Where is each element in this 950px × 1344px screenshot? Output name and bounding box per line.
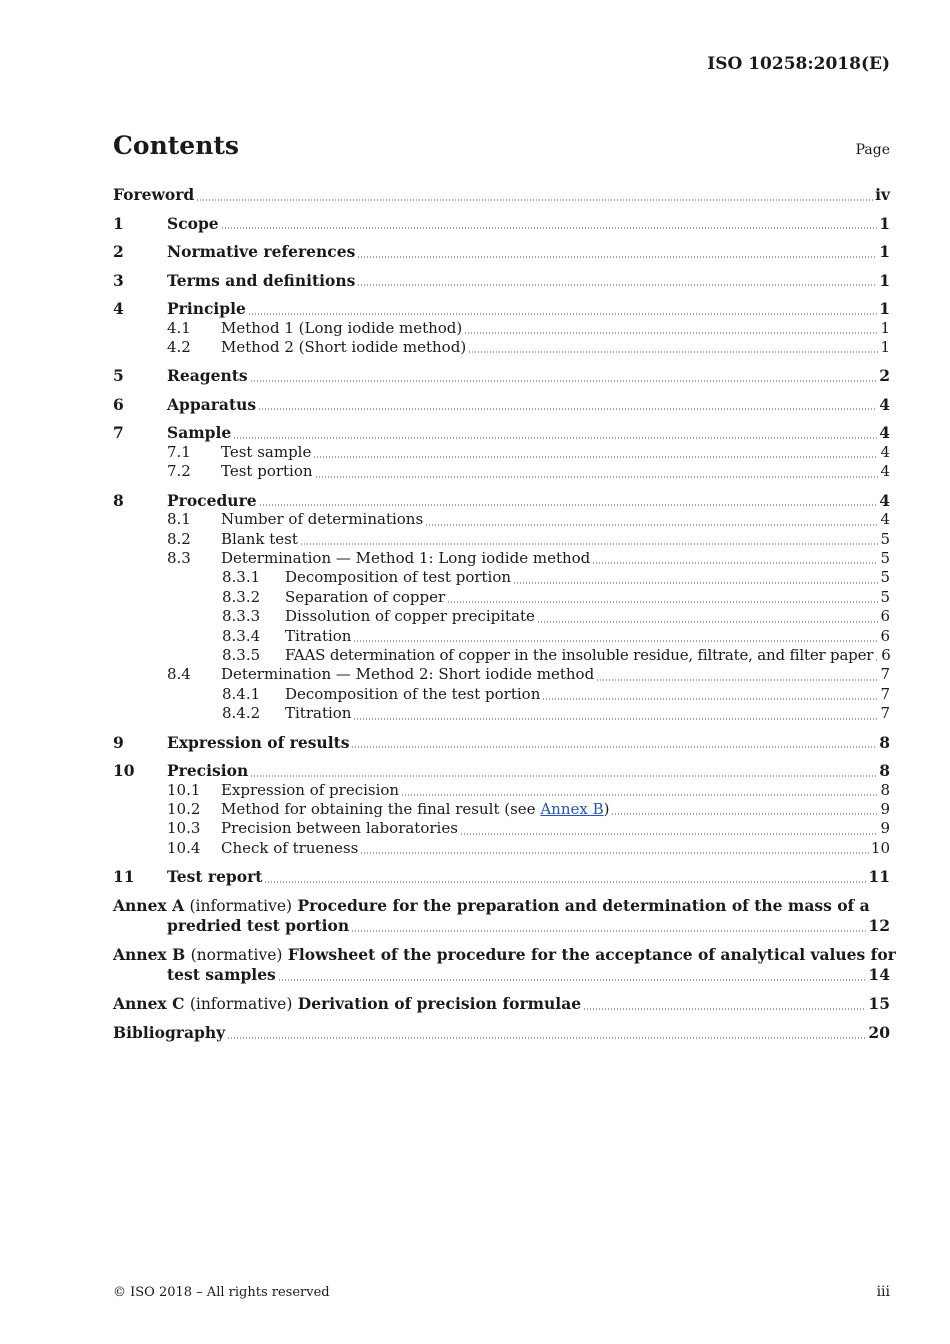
toc-title: Check of trueness bbox=[221, 838, 359, 857]
toc-entry-1[interactable] bbox=[113, 214, 890, 234]
annex-type: (informative) bbox=[189, 896, 293, 915]
annex-title-end: test samples bbox=[167, 965, 276, 985]
toc-page: 5 bbox=[880, 529, 890, 548]
dot-leader bbox=[592, 562, 878, 564]
contents-heading: Contents bbox=[113, 131, 240, 160]
toc-page: 1 bbox=[879, 213, 890, 233]
toc-page: 8 bbox=[880, 780, 890, 799]
dot-leader bbox=[313, 456, 878, 458]
dot-leader bbox=[425, 524, 878, 526]
toc-number: 8.2 bbox=[167, 529, 191, 548]
toc-entry-4[interactable] bbox=[113, 299, 890, 319]
toc-page: 15 bbox=[868, 993, 890, 1013]
toc-number: 8.3.3 bbox=[222, 607, 261, 626]
toc-entry-8-4-2[interactable] bbox=[113, 704, 890, 723]
toc-page: 5 bbox=[880, 548, 890, 567]
toc-page: 6 bbox=[880, 607, 890, 626]
dot-leader bbox=[464, 332, 878, 334]
toc-number: 9 bbox=[113, 732, 124, 752]
annex-title: Derivation of precision formulae bbox=[297, 993, 582, 1013]
annex-title-continuation bbox=[113, 916, 890, 935]
toc-entry-3[interactable] bbox=[113, 271, 890, 291]
dot-leader bbox=[315, 476, 879, 478]
toc-entry-9[interactable] bbox=[113, 733, 890, 753]
dot-leader bbox=[353, 640, 878, 642]
toc-entry-bibliography[interactable] bbox=[113, 1023, 890, 1043]
page-column-label: Page bbox=[855, 142, 890, 158]
toc-page: 4 bbox=[880, 442, 890, 461]
toc-entry-10-1[interactable] bbox=[113, 781, 890, 800]
toc-number: 5 bbox=[113, 366, 124, 386]
toc-entry-10-2[interactable] bbox=[113, 800, 890, 819]
toc-entry-8-4-1[interactable] bbox=[113, 685, 890, 704]
toc-title: Decomposition of test portion bbox=[285, 568, 512, 587]
toc-number: 7.2 bbox=[167, 462, 191, 481]
toc-page: 8 bbox=[879, 732, 890, 752]
toc-number: 4.2 bbox=[167, 337, 191, 356]
toc-entry-annex-b[interactable] bbox=[113, 944, 896, 985]
toc-title: Separation of copper bbox=[285, 587, 446, 606]
page-number: iii bbox=[876, 1284, 890, 1300]
dot-leader bbox=[401, 794, 878, 796]
toc-title: Decomposition of the test portion bbox=[285, 684, 541, 703]
toc-page: 1 bbox=[879, 270, 890, 290]
toc-number: 10.1 bbox=[167, 780, 201, 799]
toc-page: 14 bbox=[868, 965, 890, 985]
toc-number: 8.3.4 bbox=[222, 626, 261, 645]
dot-leader bbox=[351, 746, 877, 748]
toc-number: 10.3 bbox=[167, 819, 201, 838]
toc-page: iv bbox=[875, 185, 890, 204]
toc-title: Determination — Method 2: Short iodide method bbox=[221, 665, 595, 684]
dot-leader bbox=[542, 698, 878, 700]
dot-leader bbox=[196, 199, 873, 201]
annex-type: (normative) bbox=[190, 945, 283, 964]
toc-page: 2 bbox=[879, 366, 890, 386]
toc-page: 6 bbox=[880, 626, 890, 645]
toc-number: 8.3 bbox=[167, 548, 191, 567]
toc-title-text-end: ) bbox=[603, 800, 610, 818]
toc-page: 1 bbox=[880, 337, 890, 356]
dot-leader bbox=[353, 718, 878, 720]
toc-title: Test report bbox=[167, 867, 263, 887]
toc-page: 4 bbox=[880, 462, 890, 481]
toc-page: 12 bbox=[868, 916, 890, 936]
toc-number: 8.3.2 bbox=[222, 587, 261, 606]
toc-number: 8.4.1 bbox=[222, 684, 261, 703]
toc-title: Titration bbox=[285, 704, 352, 723]
toc-entry-8-4[interactable] bbox=[113, 665, 890, 684]
toc-page: 4 bbox=[880, 510, 890, 529]
dot-leader bbox=[221, 227, 878, 229]
toc-number: 8.4.2 bbox=[222, 704, 261, 723]
toc-number: 10.4 bbox=[167, 838, 201, 857]
toc-entry-foreword[interactable] bbox=[113, 185, 890, 205]
dot-leader bbox=[248, 313, 877, 315]
dot-leader bbox=[447, 601, 878, 603]
toc-entry-8[interactable] bbox=[113, 491, 890, 511]
toc-title: Precision between laboratories bbox=[221, 819, 458, 838]
toc-title: Reagents bbox=[167, 366, 248, 386]
toc-title: Precision bbox=[167, 761, 249, 781]
toc-entry-7-2[interactable] bbox=[113, 462, 890, 481]
toc-title: Sample bbox=[167, 423, 232, 443]
table-of-contents bbox=[113, 185, 896, 1043]
toc-page: 10 bbox=[870, 838, 890, 857]
dot-leader bbox=[300, 543, 879, 545]
toc-number: 8.3.5 bbox=[222, 645, 261, 664]
toc-entry-6[interactable] bbox=[113, 395, 890, 415]
toc-page: 5 bbox=[880, 587, 890, 606]
toc-entry-8-3-4[interactable] bbox=[113, 627, 890, 646]
toc-page: 4 bbox=[879, 423, 890, 443]
toc-number: 4.1 bbox=[167, 318, 191, 337]
toc-entry-10-3[interactable] bbox=[113, 819, 890, 838]
toc-title: Test sample bbox=[221, 442, 312, 461]
toc-title: Method 1 (Long iodide method) bbox=[221, 318, 463, 337]
toc-page: 20 bbox=[868, 1023, 890, 1043]
toc-number: 10 bbox=[113, 761, 135, 781]
annex-title: Flowsheet of the procedure for the acceptance of analytical values for bbox=[287, 944, 896, 964]
toc-number: 1 bbox=[113, 213, 124, 233]
dot-leader bbox=[250, 775, 877, 777]
dot-leader bbox=[513, 582, 878, 584]
annex-heading-line bbox=[113, 994, 581, 1015]
dot-leader bbox=[468, 351, 878, 353]
dot-leader bbox=[583, 1008, 866, 1010]
toc-number: 6 bbox=[113, 394, 124, 414]
annex-type: (informative) bbox=[189, 994, 293, 1013]
toc-page: 1 bbox=[879, 242, 890, 261]
toc-title bbox=[221, 800, 609, 819]
toc-entry-10[interactable] bbox=[113, 761, 890, 781]
toc-page: 4 bbox=[879, 490, 890, 510]
toc-page: 9 bbox=[880, 819, 890, 838]
toc-title: Titration bbox=[285, 626, 352, 645]
toc-title: Procedure bbox=[167, 490, 257, 510]
toc-entry-10-4[interactable] bbox=[113, 839, 890, 858]
toc-number: 2 bbox=[113, 242, 124, 261]
toc-title: Test portion bbox=[221, 462, 313, 481]
toc-number: 4 bbox=[113, 299, 124, 318]
toc-title: Bibliography bbox=[113, 1023, 226, 1043]
toc-title: Expression of precision bbox=[221, 780, 400, 799]
annex-label: Annex A bbox=[113, 895, 185, 915]
toc-title: Dissolution of copper precipitate bbox=[285, 607, 535, 626]
annex-heading-line bbox=[113, 944, 896, 966]
toc-title: FAAS determination of copper in the insoluble residue, filtrate, and filter paper bbox=[285, 645, 874, 664]
annex-label: Annex C bbox=[113, 993, 185, 1013]
toc-title: Number of determinations bbox=[221, 510, 424, 529]
toc-page: 1 bbox=[879, 299, 890, 318]
toc-title-text: Method for obtaining the final result (see bbox=[221, 800, 541, 818]
toc-entry-8-3-5[interactable] bbox=[113, 646, 890, 665]
toc-title: Normative references bbox=[167, 242, 356, 261]
toc-entry-8-3-1[interactable] bbox=[113, 568, 890, 587]
toc-number: 11 bbox=[113, 867, 135, 887]
toc-title: Scope bbox=[167, 213, 219, 233]
dot-leader bbox=[259, 504, 878, 506]
toc-title: Expression of results bbox=[167, 732, 350, 752]
toc-title: Method 2 (Short iodide method) bbox=[221, 337, 467, 356]
dot-leader bbox=[611, 813, 878, 815]
toc-page: 9 bbox=[880, 800, 890, 818]
toc-entry-7-1[interactable] bbox=[113, 443, 890, 462]
document-id: ISO 10258:2018(E) bbox=[707, 54, 890, 74]
copyright-notice: © ISO 2018 – All rights reserved bbox=[113, 1285, 330, 1300]
toc-page: 6 bbox=[881, 645, 891, 664]
toc-number: 7.1 bbox=[167, 442, 191, 461]
toc-number: 8 bbox=[113, 490, 124, 510]
dot-leader bbox=[278, 979, 867, 981]
dot-leader bbox=[357, 284, 877, 286]
toc-number: 8.1 bbox=[167, 510, 191, 529]
toc-entry-4-1[interactable] bbox=[113, 319, 890, 338]
dot-leader bbox=[250, 380, 878, 382]
dot-leader bbox=[460, 833, 879, 835]
toc-entry-annex-c[interactable] bbox=[113, 994, 890, 1015]
toc-page: 4 bbox=[879, 394, 890, 414]
annex-title-end: predried test portion bbox=[167, 916, 350, 936]
annex-title-continuation bbox=[113, 965, 890, 984]
dot-leader bbox=[227, 1037, 866, 1039]
dot-leader bbox=[233, 437, 877, 439]
dot-leader bbox=[537, 621, 879, 623]
toc-entry-8-3[interactable] bbox=[113, 549, 890, 568]
toc-entry-8-3-3[interactable] bbox=[113, 607, 890, 626]
toc-title: Foreword bbox=[113, 185, 195, 204]
toc-number: 3 bbox=[113, 270, 124, 290]
dot-leader bbox=[351, 930, 866, 932]
toc-entry-8-2[interactable] bbox=[113, 530, 890, 549]
toc-page: 8 bbox=[879, 761, 890, 781]
toc-entry-11[interactable] bbox=[113, 867, 890, 887]
annex-heading-line bbox=[113, 896, 890, 917]
dot-leader bbox=[596, 679, 878, 681]
toc-number: 8.4 bbox=[167, 665, 191, 684]
toc-number: 7 bbox=[113, 423, 124, 443]
toc-title: Terms and definitions bbox=[167, 270, 356, 290]
toc-title: Blank test bbox=[221, 529, 298, 548]
dot-leader bbox=[357, 256, 877, 258]
annex-title: Procedure for the preparation and determination of the mass of a bbox=[297, 895, 870, 915]
toc-entry-4-2[interactable] bbox=[113, 338, 890, 357]
toc-page: 1 bbox=[880, 318, 890, 337]
dot-leader bbox=[875, 659, 879, 661]
toc-page: 5 bbox=[880, 568, 890, 587]
toc-page: 7 bbox=[880, 665, 890, 684]
toc-page: 11 bbox=[868, 867, 890, 887]
toc-page: 7 bbox=[880, 684, 890, 703]
dot-leader bbox=[360, 852, 869, 854]
toc-title: Determination — Method 1: Long iodide method bbox=[221, 548, 591, 567]
toc-entry-7[interactable] bbox=[113, 423, 890, 443]
toc-title: Apparatus bbox=[167, 394, 257, 414]
annex-b-link[interactable]: Annex B bbox=[540, 800, 604, 818]
toc-number: 10.2 bbox=[167, 800, 201, 818]
toc-number: 8.3.1 bbox=[222, 568, 261, 587]
annex-label: Annex B bbox=[113, 944, 186, 964]
toc-page: 7 bbox=[880, 704, 890, 723]
toc-entry-2[interactable] bbox=[113, 242, 890, 262]
toc-entry-8-1[interactable] bbox=[113, 510, 890, 529]
dot-leader bbox=[264, 881, 866, 883]
toc-entry-annex-a[interactable] bbox=[113, 896, 890, 936]
toc-entry-5[interactable] bbox=[113, 366, 890, 386]
dot-leader bbox=[258, 408, 877, 410]
toc-title: Principle bbox=[167, 299, 246, 318]
toc-entry-8-3-2[interactable] bbox=[113, 588, 890, 607]
